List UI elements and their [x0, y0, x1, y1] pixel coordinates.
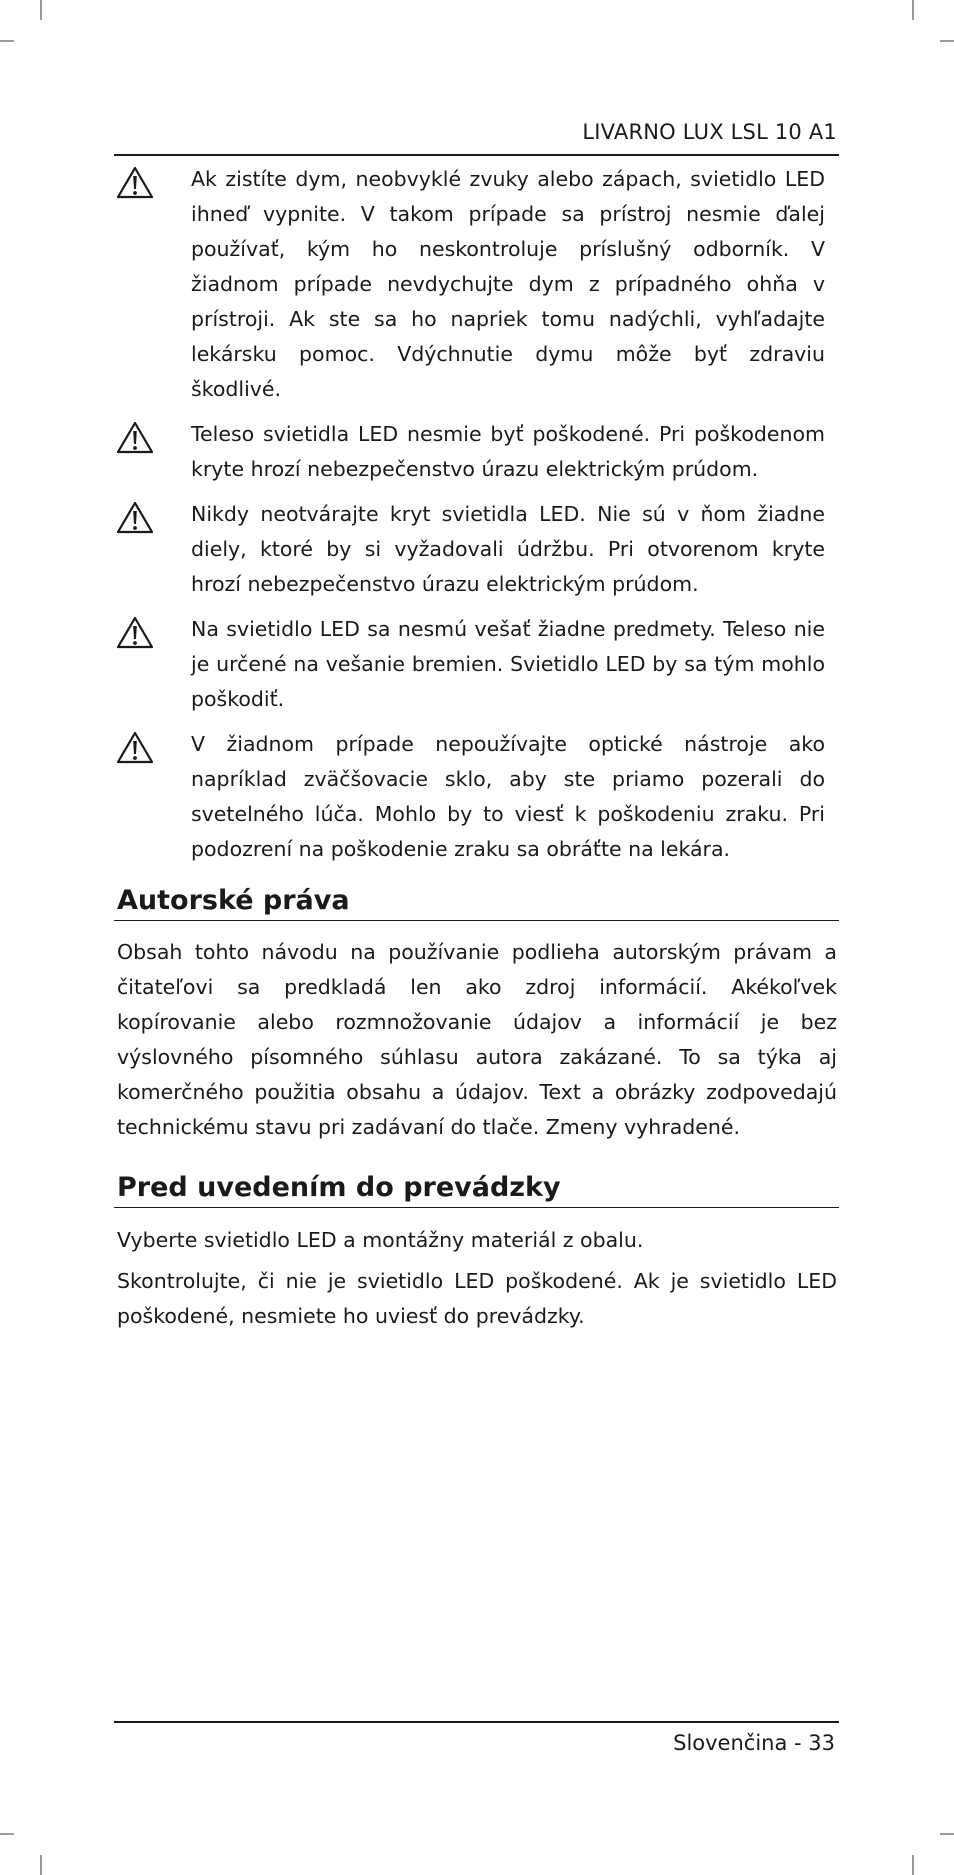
- page-footer: [114, 1721, 839, 1755]
- startup-title: Pred uvedením do prevádzky: [117, 1172, 561, 1203]
- startup-section-heading: [114, 1159, 839, 1208]
- warning-text: Na svietidlo LED sa nesmú vešať žiadne predmety. Teleso nie je určené na vešanie bremien. Svietidlo LED by sa tým mohlo poškodiť.: [191, 617, 825, 711]
- copyright-title: Autorské práva: [117, 885, 350, 916]
- startup-paragraph: Skontrolujte, či nie je svietidlo LED poškodené. Ak je svietidlo LED poškodené, nesmiete ho uviesť do prevádzky.: [117, 1269, 837, 1328]
- header-model-title: LIVARNO LUX LSL 10 A1: [582, 120, 837, 144]
- warning-triangle-icon: [116, 421, 154, 455]
- crop-mark: [0, 1833, 14, 1835]
- warning-item: [114, 727, 839, 867]
- crop-mark: [0, 40, 14, 42]
- crop-mark: [940, 40, 954, 42]
- crop-mark: [912, 0, 914, 20]
- crop-mark: [40, 1855, 42, 1875]
- page-header: [114, 118, 839, 156]
- startup-paragraph: Vyberte svietidlo LED a montážny materiál z obalu.: [117, 1228, 644, 1252]
- crop-mark: [940, 1833, 954, 1835]
- warning-triangle-icon: [116, 166, 154, 200]
- warning-item: [114, 612, 839, 717]
- warning-text: Ak zistíte dym, neobvyklé zvuky alebo zápach, svietidlo LED ihneď vypnite. V takom prípade sa prístroj nesmie ďalej používať, kým ho neskontroluje príslušný odborník. V žiadnom prípade nevdychujte dym z prípadného ohňa v prístroji. Ak ste sa ho napriek tomu nadýchli, vyhľadajte lekársku pomoc. Vdýchnutie dymu môže byť zdraviu škodlivé.: [191, 167, 825, 401]
- warning-text: Nikdy neotvárajte kryt svietidla LED. Nie sú v ňom žiadne diely, ktoré by si vyžadovali údržbu. Pri otvorenom kryte hrozí nebezpečenstvo úrazu elektrickým prúdom.: [191, 502, 825, 596]
- warning-triangle-icon: [116, 616, 154, 650]
- page-number: Slovenčina - 33: [673, 1731, 835, 1755]
- warning-item: [114, 497, 839, 602]
- warning-text: Teleso svietidla LED nesmie byť poškodené. Pri poškodenom kryte hrozí nebezpečenstvo úrazu elektrickým prúdom.: [191, 422, 825, 481]
- crop-mark: [40, 0, 42, 20]
- warning-list: [114, 162, 839, 877]
- warning-item: [114, 417, 839, 487]
- warning-triangle-icon: [116, 501, 154, 535]
- copyright-section-heading: [114, 872, 839, 921]
- crop-mark: [912, 1855, 914, 1875]
- copyright-text: Obsah tohto návodu na používanie podlieha autorským právam a čitateľovi sa predkladá len ako zdroj informácií. Akékoľvek kopírovanie alebo rozmnožovanie údajov a informácií je bez výslovného písomného súhlasu autora zakázané. To sa týka aj komerčného použitia obsahu a údajov. Text a obrázky zodpovedajú technickému stavu pri zadávaní do tlače. Zmeny vyhradené.: [117, 940, 837, 1139]
- warning-triangle-icon: [116, 731, 154, 765]
- warning-item: [114, 162, 839, 407]
- warning-text: V žiadnom prípade nepoužívajte optické nástroje ako napríklad zväčšovacie sklo, aby ste priamo pozerali do svetelného lúča. Mohlo by to viesť k poškodeniu zraku. Pri podozrení na poškodenie zraku sa obráťte na lekára.: [191, 732, 825, 861]
